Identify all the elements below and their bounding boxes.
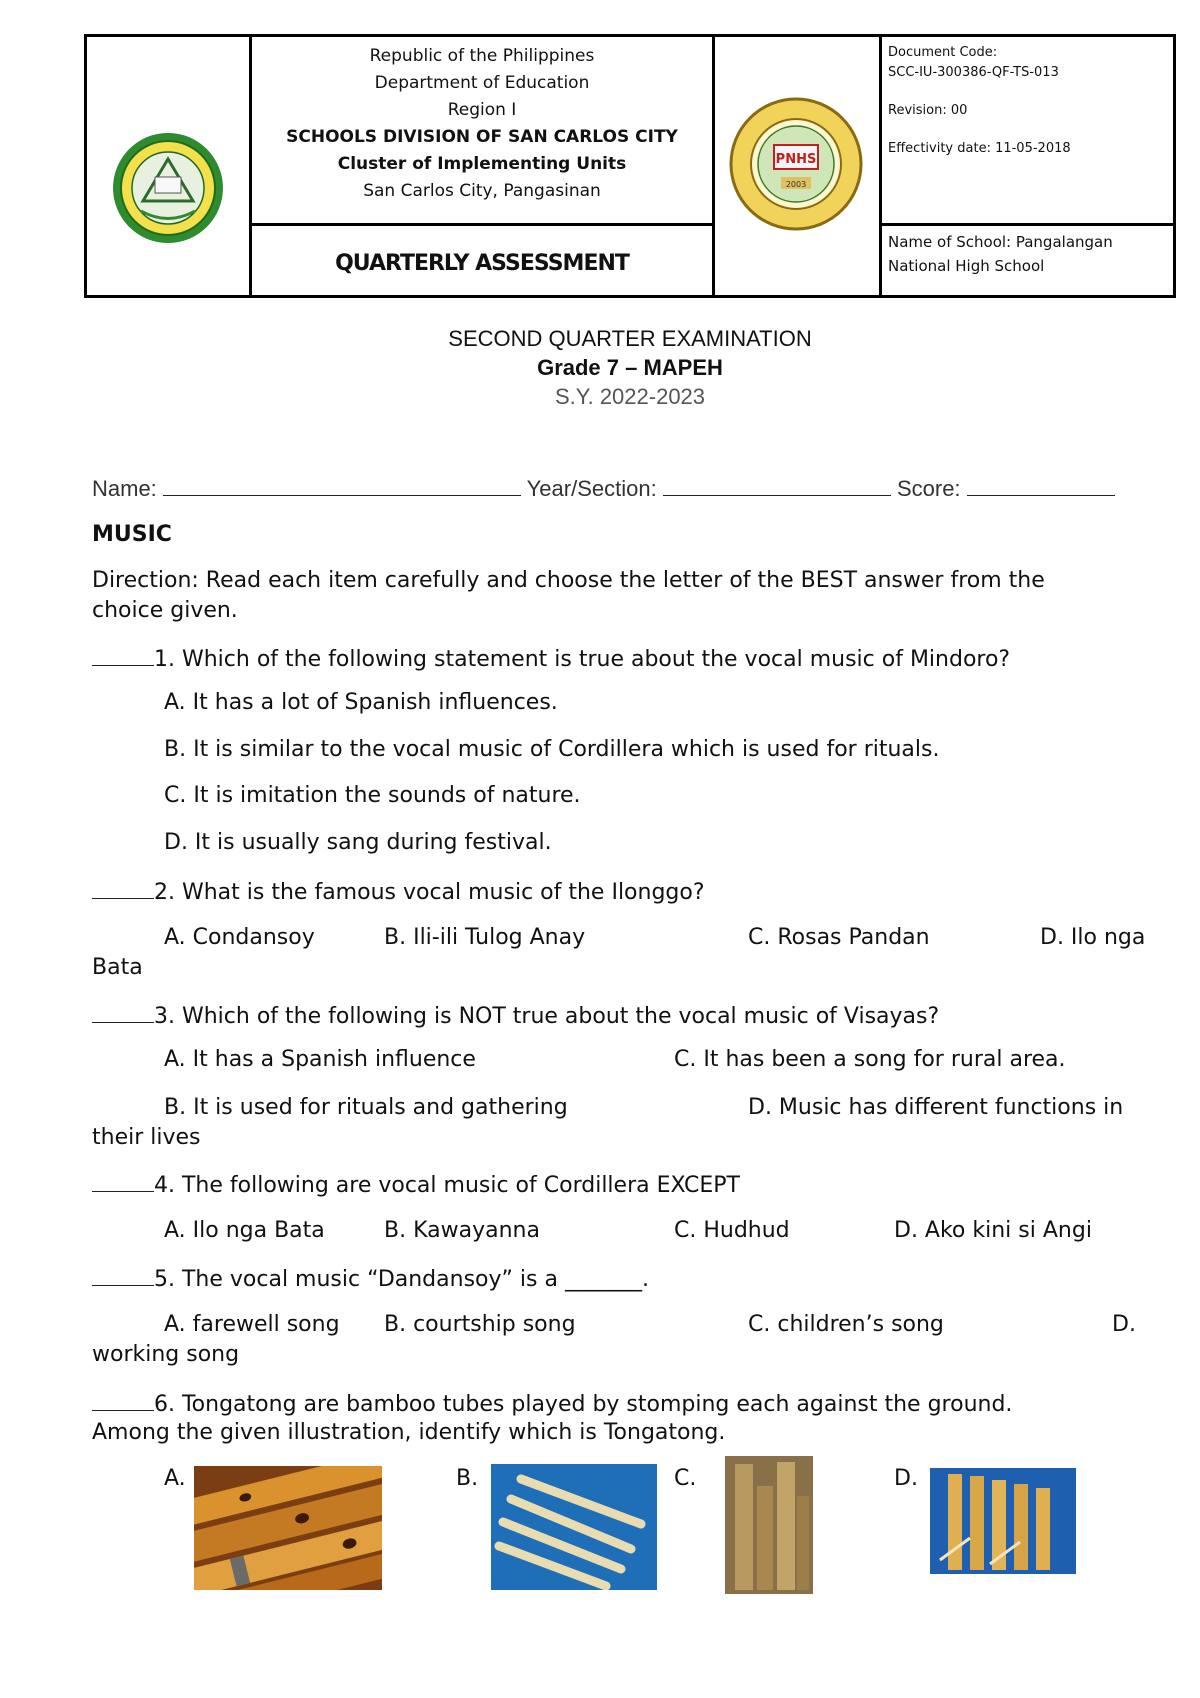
division-seal-icon: [111, 131, 225, 245]
header-table: [84, 34, 1176, 298]
bamboo-flutes-image[interactable]: [194, 1466, 382, 1590]
q2-choice-c: C. Rosas Pandan: [748, 925, 930, 950]
q4-choice-b: B. Kawayanna: [384, 1218, 540, 1243]
question-4: 4. The following are vocal music of Cordillera EXCEPT: [92, 1171, 740, 1198]
doc-code-label: Document Code:: [888, 45, 998, 60]
q2-choice-d: D. Ilo nga: [1040, 925, 1146, 950]
answer-blank[interactable]: [92, 878, 154, 899]
effectivity-date: Effectivity date: 11-05-2018: [888, 141, 1071, 156]
question-6-cont: Among the given illustration, identify which is Tongatong.: [92, 1420, 726, 1445]
header-line: Region I: [447, 100, 517, 120]
score-label: Score:: [896, 476, 961, 501]
q5-choice-d-cont: working song: [92, 1342, 240, 1367]
q6-label-b: B.: [456, 1466, 479, 1491]
header-line: SCHOOLS DIVISION OF SAN CARLOS CITY: [286, 127, 678, 147]
q6-label-c: C.: [674, 1466, 697, 1491]
year-section-field[interactable]: [663, 475, 891, 496]
question-5: 5. The vocal music “Dandansoy” is a _______.: [92, 1265, 649, 1292]
q3-choice-a: A. It has a Spanish influence: [164, 1047, 476, 1072]
direction-line: choice given.: [92, 598, 238, 623]
year-section-label: Year/Section:: [526, 476, 657, 501]
header-line: San Carlos City, Pangasinan: [363, 181, 601, 201]
answer-blank[interactable]: [92, 1390, 154, 1411]
svg-text:PNHS: PNHS: [775, 152, 817, 167]
q3-choice-c: C. It has been a song for rural area.: [674, 1047, 1066, 1072]
q4-choice-d: D. Ako kini si Angi: [894, 1218, 1092, 1243]
exam-grade: Grade 7 – MAPEH: [537, 355, 723, 380]
agency-header: [252, 43, 712, 205]
q6-label-d: D.: [894, 1466, 918, 1491]
answer-blank[interactable]: [92, 645, 154, 666]
name-field[interactable]: [163, 475, 521, 496]
header-line: Republic of the Philippines: [369, 46, 595, 66]
school-seal-icon: [729, 97, 863, 231]
school-name: Name of School: Pangalangan National High School: [888, 233, 1113, 275]
bamboo-stamping-tubes-image[interactable]: [930, 1468, 1076, 1574]
score-field[interactable]: [967, 475, 1115, 496]
name-label: Name:: [92, 476, 157, 501]
question-2: 2. What is the famous vocal music of the Ilonggo?: [92, 878, 705, 905]
q2-choice-a: A. Condansoy: [164, 925, 315, 950]
q5-choice-b: B. courtship song: [384, 1312, 576, 1337]
q1-choice-a: A. It has a lot of Spanish influences.: [164, 690, 558, 715]
student-info-line: [92, 475, 1115, 502]
q5-choice-a: A. farewell song: [164, 1312, 340, 1337]
exam-title: SECOND QUARTER EXAMINATION: [448, 326, 812, 351]
question-6: 6. Tongatong are bamboo tubes played by stomping each against the ground.: [92, 1390, 1012, 1417]
q4-choice-c: C. Hudhud: [674, 1218, 790, 1243]
q6-label-a: A.: [164, 1466, 186, 1491]
school-year: S.Y. 2022-2023: [554, 384, 706, 409]
q3-choice-b: B. It is used for rituals and gathering: [164, 1095, 568, 1120]
header-line: Cluster of Implementing Units: [337, 154, 627, 174]
q1-choice-c: C. It is imitation the sounds of nature.: [164, 783, 581, 808]
question-3: 3. Which of the following is NOT true about the vocal music of Visayas?: [92, 1002, 939, 1029]
bamboo-tubes-image[interactable]: [725, 1456, 813, 1594]
q4-choice-a: A. Ilo nga Bata: [164, 1218, 325, 1243]
direction-line: Direction: Read each item carefully and choose the letter of the BEST answer from the: [92, 568, 1045, 593]
q3-choice-d: D. Music has different functions in: [748, 1095, 1124, 1120]
doc-code-value: SCC-IU-300386-QF-TS-013: [888, 65, 1059, 80]
q2-choice-d-cont: Bata: [92, 955, 143, 980]
q1-choice-d: D. It is usually sang during festival.: [164, 830, 552, 855]
bamboo-sticks-image[interactable]: [491, 1464, 657, 1590]
document-info: [888, 43, 1168, 159]
section-heading: MUSIC: [92, 522, 172, 547]
answer-blank[interactable]: [92, 1002, 154, 1023]
q5-choice-c: C. children’s song: [748, 1312, 944, 1337]
revision: Revision: 00: [888, 103, 968, 118]
svg-text:2003: 2003: [785, 180, 807, 189]
q1-choice-b: B. It is similar to the vocal music of Cordillera which is used for rituals.: [164, 737, 940, 762]
q3-choice-d-cont: their lives: [92, 1125, 201, 1150]
header-line: Department of Education: [374, 73, 590, 93]
question-1: 1. Which of the following statement is true about the vocal music of Mindoro?: [92, 645, 1010, 672]
answer-blank[interactable]: [92, 1265, 154, 1286]
assessment-title: QUARTERLY ASSESSMENT: [335, 251, 629, 276]
q2-choice-b: B. Ili-ili Tulog Anay: [384, 925, 586, 950]
q5-choice-d: D.: [1112, 1312, 1136, 1337]
answer-blank[interactable]: [92, 1171, 154, 1192]
